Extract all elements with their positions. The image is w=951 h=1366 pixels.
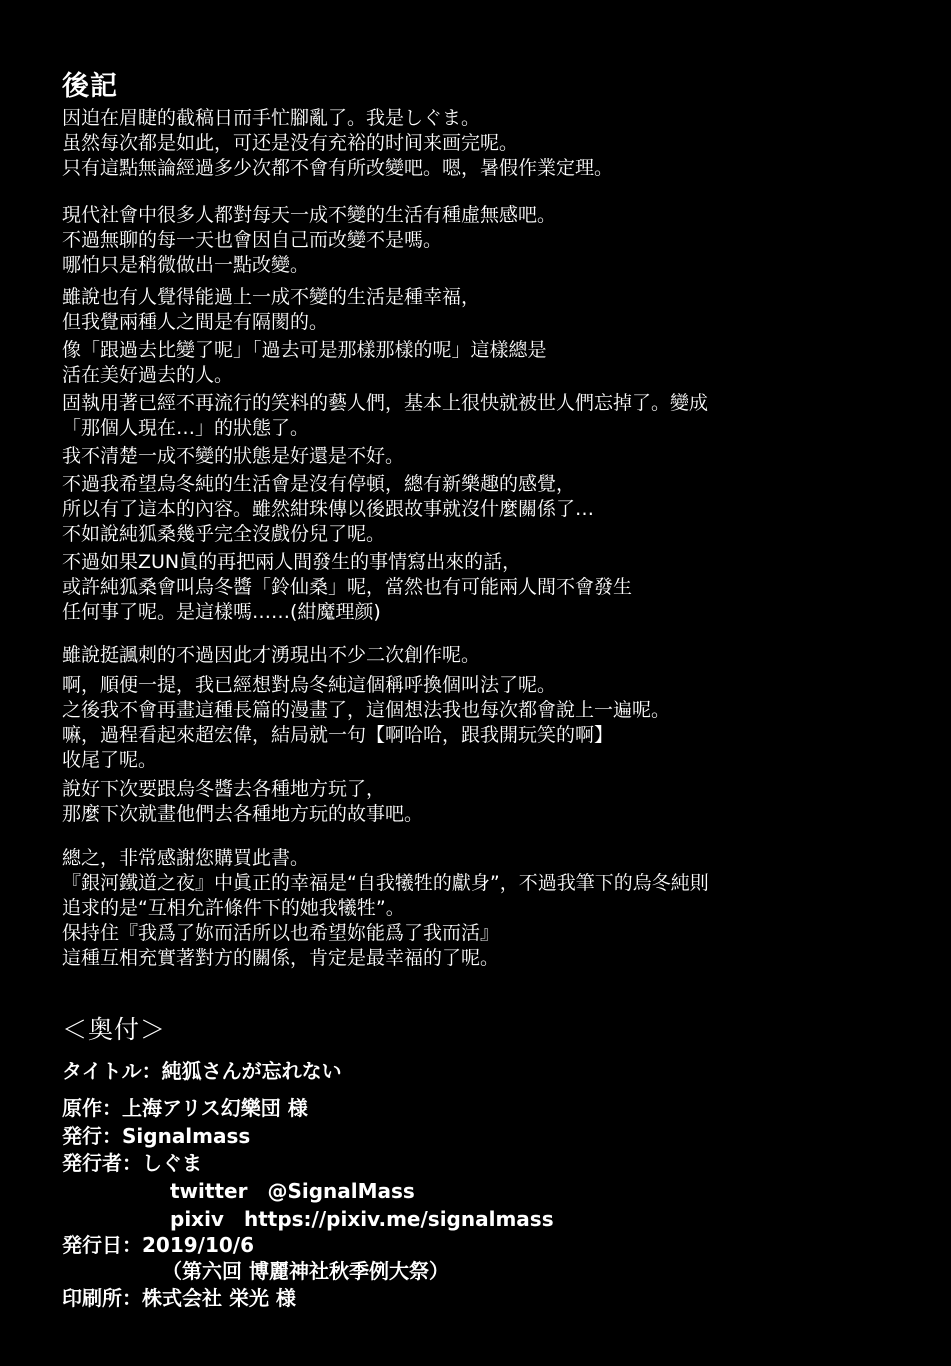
text-line: 不過無聊的每一天也會因自己而改變不是嗎。: [62, 229, 443, 251]
text-line: 像「跟過去比變了呢」「過去可是那樣那樣的呢」這樣總是: [62, 339, 547, 361]
text-line: 說好下次要跟烏冬醬去各種地方玩了，: [62, 778, 386, 800]
text-line: 不過我希望烏冬純的生活會是沒有停頓，總有新樂趣的感覺，: [62, 473, 576, 495]
text-line: 因迫在眉睫的截稿日而手忙腳亂了。我是しぐま。: [62, 107, 481, 129]
afterword-paragraph-4: [62, 550, 922, 625]
colophon-event: （第六回 博麗神社秋季例大祭）: [162, 1259, 449, 1283]
text-line: 任何事了呢。是這樣嗎……(紺魔理颜): [62, 601, 381, 623]
text-line: 總之，非常感謝您購買此書。: [62, 847, 310, 869]
colophon-issuer: 発行者：しぐま: [62, 1151, 202, 1175]
colophon-date: 発行日：2019/10/6: [62, 1233, 255, 1257]
colophon-twitter: twitter @SignalMass: [170, 1179, 415, 1203]
text-line: 保持住『我爲了妳而活所以也希望妳能爲了我而活』: [62, 922, 500, 944]
text-line: 現代社會中很多人都對每天一成不變的生活有種虛無感吧。: [62, 204, 557, 226]
text-line: 雖說也有人覺得能過上一成不變的生活是種幸福，: [62, 286, 481, 308]
afterword-paragraph-1: [62, 106, 922, 181]
text-line: 但我覺兩種人之間是有隔閡的。: [62, 311, 329, 333]
afterword-paragraph-7: [62, 777, 922, 827]
text-line: 所以有了這本的內容。雖然紺珠傳以後跟故事就沒什麼關係了…: [62, 498, 595, 520]
text-line: 那麼下次就畫他們去各種地方玩的故事吧。: [62, 803, 424, 825]
afterword-paragraph-6: [62, 673, 922, 773]
text-line: 只有這點無論經過多少次都不會有所改變吧。嗯，暑假作業定理。: [62, 157, 614, 179]
text-line: 哪怕只是稍微做出一點改變。: [62, 254, 310, 276]
afterword-paragraph-2: [62, 203, 922, 278]
text-line: 我不清楚一成不變的狀態是好還是不好。: [62, 445, 405, 467]
text-line: 這種互相充實著對方的關係，肯定是最幸福的了呢。: [62, 947, 500, 969]
text-line: 不如說純狐桑幾乎完全沒戲份兒了呢。: [62, 523, 386, 545]
text-line: 「那個人現在…」的狀態了。: [62, 417, 310, 439]
text-line: 追求的是“互相允許條件下的她我犧牲”。: [62, 897, 405, 919]
afterword-paragraph-8: [62, 846, 922, 971]
colophon-title: ＜奥付＞: [62, 1015, 167, 1044]
colophon-original: 原作：上海アリス幻樂団 様: [62, 1096, 308, 1120]
colophon-pixiv: pixiv https://pixiv.me/signalmass: [170, 1207, 554, 1231]
text-line: 固執用著已經不再流行的笑料的藝人們，基本上很快就被世人們忘掉了。變成: [62, 392, 709, 414]
text-line: 虽然每次都是如此，可还是没有充裕的时间来画完呢。: [62, 132, 519, 154]
text-line: 啊，順便一提，我已經想對烏冬純這個稱呼換個叫法了呢。: [62, 674, 557, 696]
afterword-paragraph-5: [62, 643, 922, 668]
afterword-title: 後記: [62, 71, 118, 102]
text-line: 活在美好過去的人。: [62, 364, 234, 386]
text-line: 之後我不會再畫這種長篇的漫畫了，這個想法我也每次都會說上一遍呢。: [62, 699, 671, 721]
text-line: 『銀河鐵道之夜』中眞正的幸福是“自我犧牲的獻身”，不過我筆下的烏冬純則: [62, 872, 709, 894]
colophon-printer: 印刷所：株式会社 栄光 様: [62, 1286, 296, 1310]
text-line: 雖說挺諷刺的不過因此才湧現出不少二次創作呢。: [62, 644, 481, 666]
afterword-paragraph-3: [62, 285, 922, 547]
colophon-title-line: タイトル：純狐さんが忘れない: [62, 1059, 342, 1083]
text-line: 收尾了呢。: [62, 749, 158, 771]
colophon-publisher: 発行：Signalmass: [62, 1124, 251, 1148]
text-line: 或許純狐桑會叫烏冬醬「鈴仙桑」呢，當然也有可能兩人間不會發生: [62, 576, 633, 598]
text-line: 不過如果ZUN眞的再把兩人間發生的事情寫出來的話，: [62, 551, 522, 573]
text-line: 嘛，過程看起來超宏偉，結局就一句【啊哈哈，跟我開玩笑的啊】: [62, 724, 614, 746]
